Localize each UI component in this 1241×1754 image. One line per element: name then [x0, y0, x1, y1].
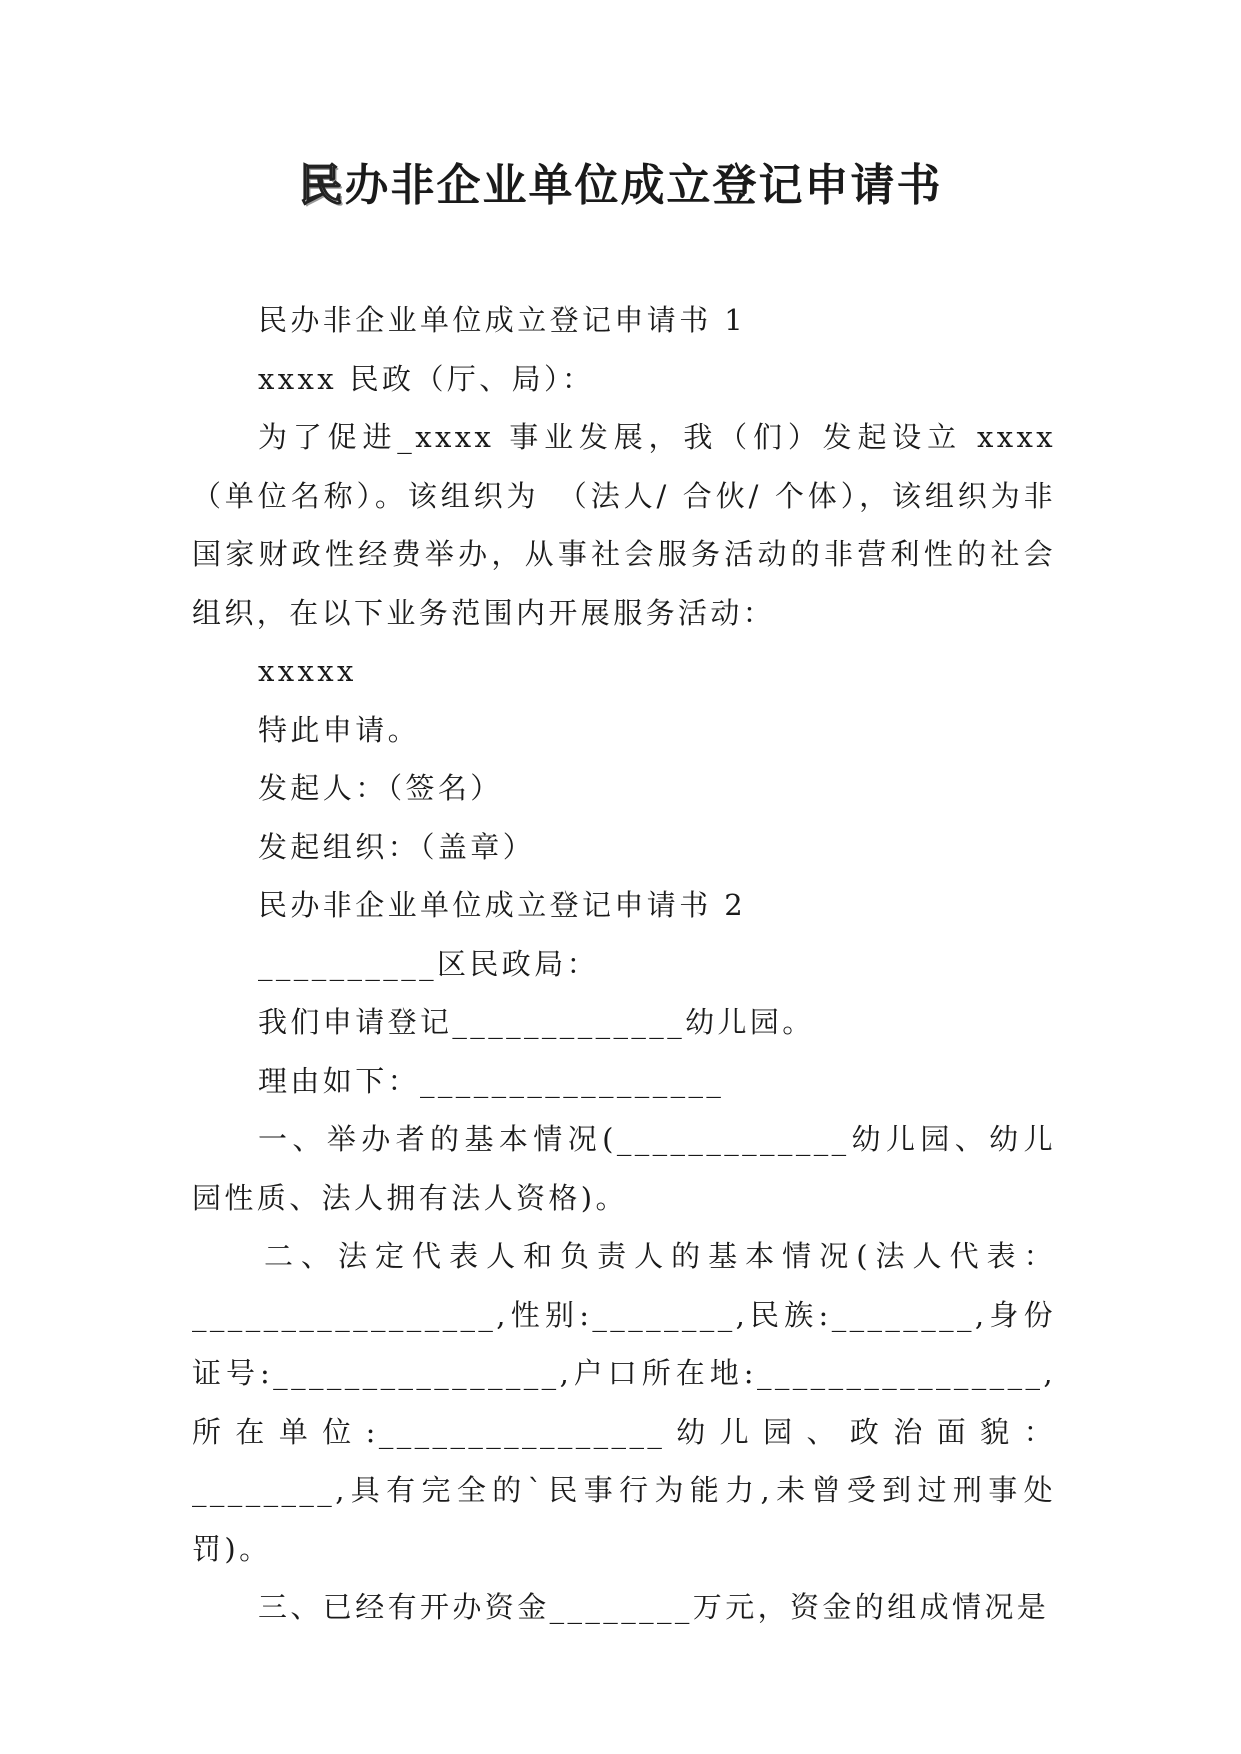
subheading-1: 民办非企业单位成立登记申请书 1	[258, 303, 747, 337]
addressee-2: __________区民政局：	[258, 946, 600, 981]
subheading-2: 民办非企业单位成立登记申请书 2	[258, 888, 747, 922]
title-text: 办非企业单位成立登记申请书	[344, 160, 943, 211]
document-body	[192, 291, 1056, 1637]
paragraph-purpose: 为了促进_xxxx 事业发展，我（们）发起设立 xxxx（单位名称）。该组织为 （法人/ 合伙/ 个体），该组织为非国家财政性经费举办，从事社会服务活动的非营利性的社会组织，在以下业务范围内开展服务活动：	[192, 420, 1056, 630]
business-scope: xxxxx	[258, 654, 357, 688]
closing-line: 特此申请。	[258, 712, 421, 747]
application-line: 我们申请登记_____________幼儿园。	[258, 1005, 815, 1039]
title-outlined-char: 民	[298, 160, 345, 211]
section-one: 一、举办者的基本情况(_____________幼儿园、幼儿园性质、法人拥有法人资格)。	[192, 1122, 1056, 1215]
initiator-signature: 发起人：（签名）	[258, 771, 503, 805]
addressee-1: xxxx 民政（厅、局）：	[258, 361, 595, 396]
page-title	[0, 150, 1241, 222]
reason-line: 理由如下：_________________	[258, 1063, 725, 1098]
section-three: 三、已经有开办资金________万元，资金的组成情况是	[258, 1590, 1050, 1624]
organization-seal: 发起组织：（盖章）	[258, 829, 536, 864]
section-two: 二、法定代表人和负责人的基本情况(法人代表：_________________,性别:________,民族:________,身份证号:________________,户口所在地:________________,所在单位:________________幼儿园、政治面貌：________,具有完全的`民事行为能力,未曾受到过刑事处罚)。	[192, 1239, 1056, 1566]
